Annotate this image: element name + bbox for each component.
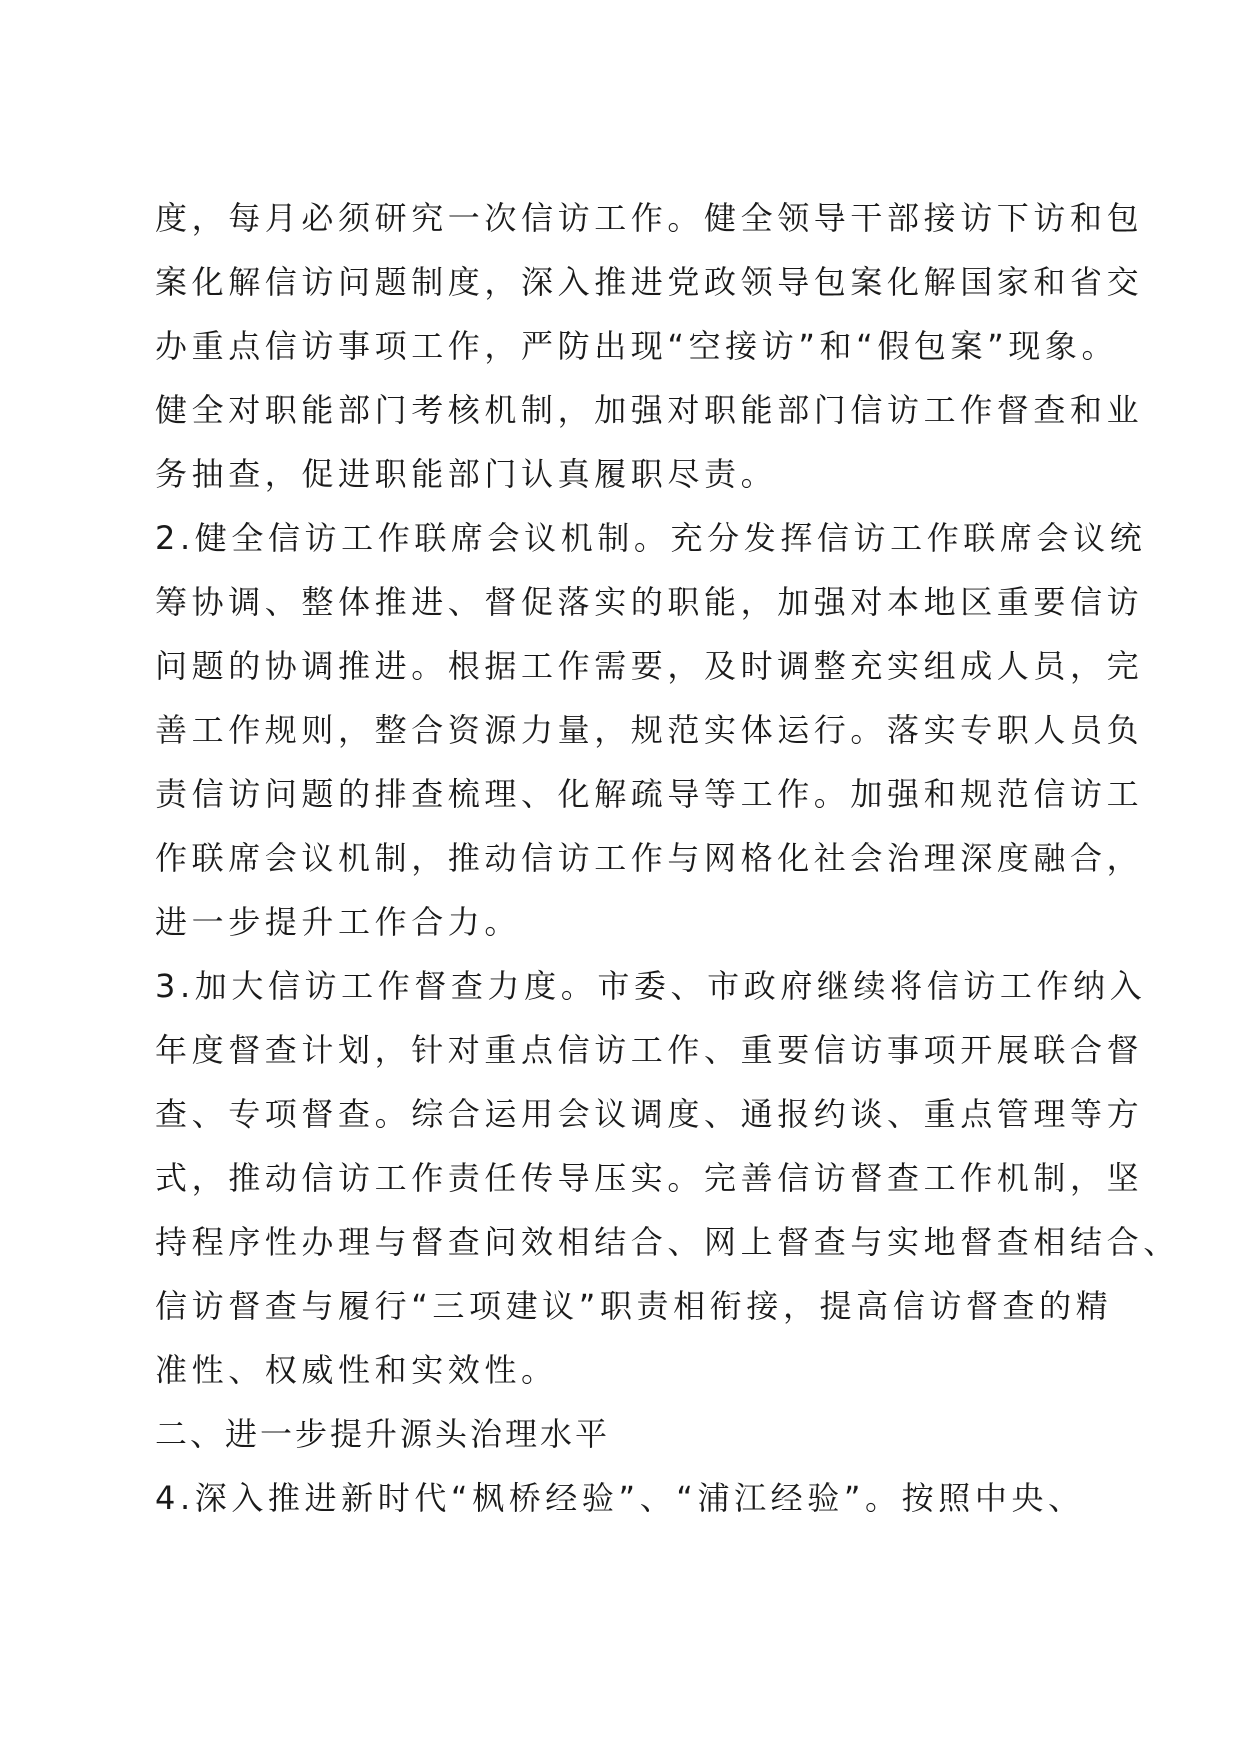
section-heading: 二、进一步提升源头治理水平 (155, 1415, 611, 1453)
text-line: 查、专项督查。综合运用会议调度、通报约谈、重点管理等方 (155, 1095, 1144, 1133)
text-line: 筹协调、整体推进、督促落实的职能，加强对本地区重要信访 (155, 583, 1144, 621)
text-line: 式，推动信访工作责任传导压实。完善信访督查工作机制，坚 (155, 1159, 1144, 1197)
text-line: 案化解信访问题制度，深入推进党政领导包案化解国家和省交 (155, 263, 1144, 301)
text-line: 善工作规则，整合资源力量，规范实体运行。落实专职人员负 (155, 711, 1144, 749)
text-line: 问题的协调推进。根据工作需要，及时调整充实组成人员，完 (155, 647, 1144, 685)
document-body (155, 186, 1180, 1530)
item-3-heading-line: 3.加大信访工作督查力度。市委、市政府继续将信访工作纳入 (155, 967, 1147, 1005)
text-line: 持程序性办理与督查问效相结合、网上督查与实地督查相结合、 (155, 1223, 1180, 1261)
item-2-heading-line: 2.健全信访工作联席会议机制。充分发挥信访工作联席会议统 (155, 519, 1147, 557)
text-line: 作联席会议机制，推动信访工作与网格化社会治理深度融合， (155, 839, 1144, 877)
text-line: 年度督查计划，针对重点信访工作、重要信访事项开展联合督 (155, 1031, 1144, 1069)
text-line: 责信访问题的排查梳理、化解疏导等工作。加强和规范信访工 (155, 775, 1144, 813)
item-4-heading-line: 4.深入推进新时代“枫桥经验”、“浦江经验”。按照中央、 (155, 1479, 1085, 1517)
text-line: 进一步提升工作合力。 (155, 903, 522, 941)
text-line: 信访督查与履行“三项建议”职责相衔接，提高信访督查的精 (155, 1287, 1113, 1325)
text-line: 办重点信访事项工作，严防出现“空接访”和“假包案”现象。 (155, 327, 1119, 365)
text-line: 准性、权威性和实效性。 (155, 1351, 558, 1389)
text-line: 务抽查，促进职能部门认真履职尽责。 (155, 455, 778, 493)
text-line: 度，每月必须研究一次信访工作。健全领导干部接访下访和包 (155, 199, 1144, 237)
text-line: 健全对职能部门考核机制，加强对职能部门信访工作督查和业 (155, 391, 1144, 429)
